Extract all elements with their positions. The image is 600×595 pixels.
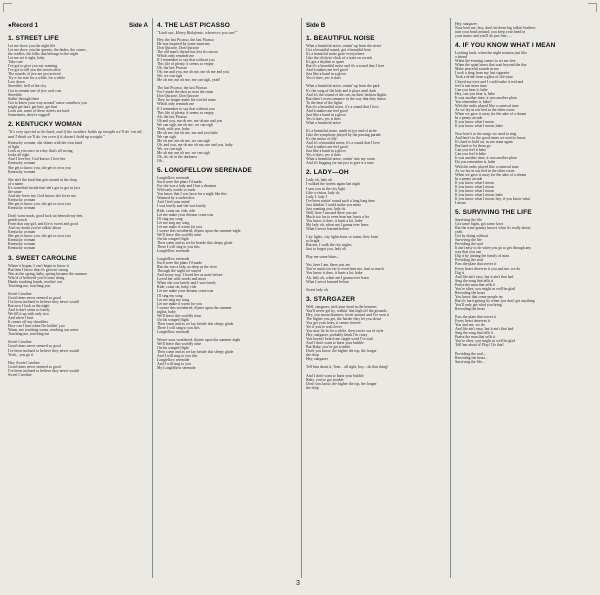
column-side-a-2 — [157, 22, 297, 374]
side-header — [8, 22, 148, 29]
song-street-life — [8, 35, 148, 117]
column-side-a-1 — [8, 22, 148, 381]
side-label: Side A — [128, 22, 148, 29]
song-sweet-caroline — [8, 255, 148, 377]
song-beautiful-noise — [306, 35, 446, 165]
stargazer-continued: Hey, stargazer Now hear me, boy, don't let them big talkin' feathers turn your head around, you keep your head in your music and you'll do just fine...... — [455, 22, 536, 39]
spoken-note: "Look out, Harry Belafonte, wherever you are!" — [157, 30, 238, 35]
song-stargazer — [306, 296, 446, 390]
song-the-last-picasso — [157, 22, 297, 163]
song-lyrics: Well, stargazer, with your head in the heavens You'll never get by, walkin' that high off the grounds Hey, you moon dreamer, lovin' around and I've seen it The higher you get, the harder they let you down You get your fears, it seems forever Yet if you're real clever You may lie in for a while, then you're out of style Hey, stargazer, probably think I'm crazy You haven't heard one single word I've said And I don't want to burst your bubble But Baby, you've got trouble Don't you know, the higher the top, the longer the drop Hey, stargazer Tell him about it, Tom... all right, boy... do that thing! And I don't want to burst your bubble Baby, you've got trouble Don't you know, the higher the top, the longer the drop — [306, 304, 390, 390]
song-title: 4. THE LAST PICASSO — [157, 22, 230, 29]
song-lyrics: Longfellow serenade Such were the plans I'd made For she was a lady and I but a dreamer With only words to trade You know that I was born for a night like this Warmed by a stolen kiss And I feel your mind I was lonely and she was lonely Ride, come on, ride, ride Let me make your dreams come true I'll sing my song Let me sing my song Let me make it warm for you I weave this weathered, rhyme upon the summer night We'll leave this worldly time On his winged flight Then come and as we lie beside this sleepy glade There I will sing to you this Longfellow serenade Longfellow serenade Such were the plans I'd made But she was a lady, as deep as the river Through the night we stayed And in my way, I loved her as none before Loved her with words and more When she was lonely and I was lonely Ride, come on, baby, ride Let me make your dreams come true I'll sing my song Let me sing my song Let me make it warm for you I weave this weathered, rhyme upon the summer nights, baby We'll leave this worldly time On his winged flight Then come and as we lay beside this sleepy glade There I will sing to you this Longfellow serenade Weave your weathered, rhyme upon the summer night We'll leave this worldly time On his winged flight Then come and as we lay beside this sleepy glade And I will sing to you this Longfellow serenade And I will sing to you My Longfellow serenade — [157, 176, 241, 371]
song-title: 1. STREET LIFE — [8, 35, 59, 42]
page-number: 3 — [296, 580, 300, 587]
song-lyrics: Let me show you the night life Let me show you the queens, the dudes, the crazes, the cradles, the folks that belongs in the night Let me set it right, baby Take care I've got to give you my warning I've got to tell you the streets alive The sounds of jive are just arrived Try it for size for a while, for a while Low down Streetlife, hell of the city Got to remain one of jive cool cats Streetlife Sailin' through there Got to know your way around 'cause somehow you might get hurt, get hurt, get hurt Look out, some of these streets are hard Sometimes, they're rugged! — [8, 44, 87, 117]
song-kentucky-woman — [8, 121, 148, 251]
corner-mark — [3, 3, 12, 12]
side-header — [306, 22, 446, 29]
song-title: 3. STARGAZER — [306, 295, 356, 303]
song-title: 2. KENTUCKY WOMAN — [8, 120, 82, 128]
song-title: 5. LONGFELLOW SERENADE — [157, 167, 252, 175]
song-if-you-know-what-i-mean — [455, 42, 593, 205]
spoken-note: "It's very special to be back, and if the weather holds up tonight we'll do 'em all, and I think we'll do 'em even if it doesn't hold up tonight." — [8, 128, 143, 139]
corner-mark — [588, 3, 597, 12]
column-side-b-1 — [306, 22, 446, 394]
song-title: 2. LADY—OH — [306, 169, 349, 177]
song-lyrics: Lady oh, lady oh I walked the streets again last night I saw you in the city light Like a vision, lady oh Lady I, lady I I've been waitin' round such a long long time Just thinkin' I could make you mine Just wanting you, lady oh Well, here I am and there you are Much too far to even hear me, hurts a lot You know it does, it hurts a lot, babe My lady oh, when am I gonna ever learn What I never learned before City lights, city lights burn so warm, they burn so bright But me, I walk the city nights Just to forget you, lady oh Play me some blues... Yes, here I am, there you are You're much too far to even hear me, hurt so much You know it does, it hurts a lot, babe Ah, lady oh, when am I gonna ever learn What I never learned before Sweet lady oh — [306, 178, 384, 292]
song-title: 3. SWEET CAROLINE — [8, 254, 77, 262]
record-label: Record 1 — [11, 22, 39, 29]
song-lyrics: Where it began, I can't begin to know it But then I know that it's growin' strong Was in the spring, baby, spring became the summer Who'd of believed you'd come along Hands touching hands, reachin' out Touching me, touching you Sweet Caroline Good times never seemed so good I've been inclined to believe they never would But now I look at the night And it don't seem so lonely We fill it up with only two And when I hurt It comes off my shoulders How can I hurt when I'm holdin' you Warm, me touching warm, reaching out sense Touching me, touching me Sweet Caroline Good times never seemed so good I've been inclined to believe they never would Yeah... you go it Hey, Sweet Caroline Good times never seemed so good I've been inclined to believe they never would Sweet Caroline — [8, 263, 88, 377]
column-side-b-2 — [455, 22, 593, 368]
song-title: 5. SURVIVING THE LIFE — [455, 208, 532, 216]
song-lyrics: What a beautiful noise, comin' up from the street Got a beautiful sound, got a beautiful beat It's a beautiful noise goin' everywhere Like the clickety-clack of a train on a track It's got a rhythm to spare But it's a beautiful noise and it's a sound that I love And it makes me feel good Just like a hand in a glove Yes it does, yes it does What a beautiful noise, comin' up from the park It's the song of the kids and it plays until dark And it's the sound of the cars on their fashion flights But there's even romance in the way that they dance To the beat of the lights But it's a beautiful noise, it's a sound that I love And it makes me feel good Just like a hand in a glove Yes it does, yes it does What a beautiful noise It's a beautiful noise, made of joy and of strife Like the symphony played by the passing parade It's the music of life And it's a beautiful noise, it's a sound that I love And it makes me feel good Just like a hand in a glove Yes it does, yes it does What a beautiful noise, comin' into my room And it's begging for me just to give it a tune — [306, 44, 387, 166]
record-bullet-icon: ● — [8, 23, 12, 29]
song-lyrics: Hey, the last Picasso, the last Picasso He was inspired by some museum Don Quixote, Don Quixote The old man's rhyme has lost its reason Which only reminds me If I remember to say that without you This life of plenty, it seems so empty Oh, the last Picasso Oh, me and you, me oh me, me oh me and you We, we can sigh Me oh me, me oh me, me can sigh, yeah! The last Picasso, the last Picasso For I made the dust so near the ruins Don Quixote, Don Quixote They no longer make his wistful tunes Which only reminds me If I remember to say that without you This life of plenty, it seems so empty Ah, the last Picasso Oh and you, me oh me, me oh me and you We can sigh, me oh me, we can sigh Yeah, with you, baby Me oh me, me oh me, me and you babe We can sigh Me oh me, me oh me, we can sigh Oh, and you, me oh me oh me, me and you, baby We, we can sigh Me oh me, me oh me, we can sigh Oh, oh, oh in the darkness Oh... — [157, 37, 233, 164]
song-longfellow-serenade — [157, 167, 297, 370]
song-lyrics: Surviving the life Got some highs, got some lows But the wine granny knows what it's really about, yeah Got by doing without Surviving the life Providing the soul It ain't easy to do when you go to get through any way that you can Dig it by joining the family of man Providing the soul Pass the plate that serves it Every heart deserves it you and me, we do Dig it And life ain't easy, but it ain't that bad Sing the song that tells it Praise the man that sells it You're alive, you might as well be glad Revealing the heart You know that some people try But it's hard getting by when you don't get anything You'll only get what you bring Revealing the heart Pass the plate that serves it Every heart deserves it You and me, we do And life ain't easy, but it ain't that bad Sing the song that tells it Praise the man that sells it You're alive, you might as well be glad Tell 'em about it! Play! Do that! Providing the soul... Revealing the heart... Surviving the life... — [455, 217, 535, 364]
song-title: 4. IF YOU KNOW WHAT I MEAN — [455, 42, 556, 50]
column-divider — [152, 18, 153, 578]
song-lyrics: Looking back, when the night reunion just like a friend When the evening comes to set me free When the quiet hours that wait beyond the day Make peaceful sounds in me I took a drag from my last cigarette Took a drink from a glass of old wine Closed my eyes and I could make it real and feel it one more time Can you hear it, babe Hey, can you hear it, babe It was another time, it was another place You remember it, babe? With the radio played like a carnival tune As we lay in our bed in the other room When we gave it away for the sake of a dream In a penny arcade If you know what I mean If you know what I mean, babe Now here's to the songs we used to sing And here's to the good times we used to know It's hard to hold on, in our arms again But hard to let them go Can you feel it babe Can you feel it babe It was another time, it was another place Do you remember it, babe With the radio played like a carnival tune As we lay in our bed in the other room When we gave it away for the sake of a dream In a penny arcade If you know what I mean If you know what I mean If you know what I mean If you know what I mean, babe If you know what I mean, hey, if you know what I mean — [455, 51, 530, 205]
column-divider — [450, 18, 451, 578]
column-divider — [301, 18, 302, 578]
song-lyrics: Kentucky woman, she shines with her own kind of light Look at you once in a day that's all wrong, looks all right And I love her, God knows I love her Kentucky woman She get to know you, she get to own you Kentucky woman She ain't the kind that gets turned at the drop of a name It's somethin' inside that she's got to get us just the same And she loves me, God knows she loves me Kentucky woman She get to know you, she get to own you Kentucky woman Don't want much, good luck sat beneath my feet, gentle touch From that one girl, and life is sweet and good Ain't no doubt you've talkin' about Kentucky woman She get to know you, she get to own you Kentucky woman Kentucky woman Kentucky woman — [8, 141, 84, 251]
song-title: 1. BEAUTIFUL NOISE — [306, 35, 375, 42]
song-surviving-the-life — [455, 209, 593, 364]
side-label: Side B — [306, 22, 326, 29]
song-lady-oh — [306, 169, 446, 291]
